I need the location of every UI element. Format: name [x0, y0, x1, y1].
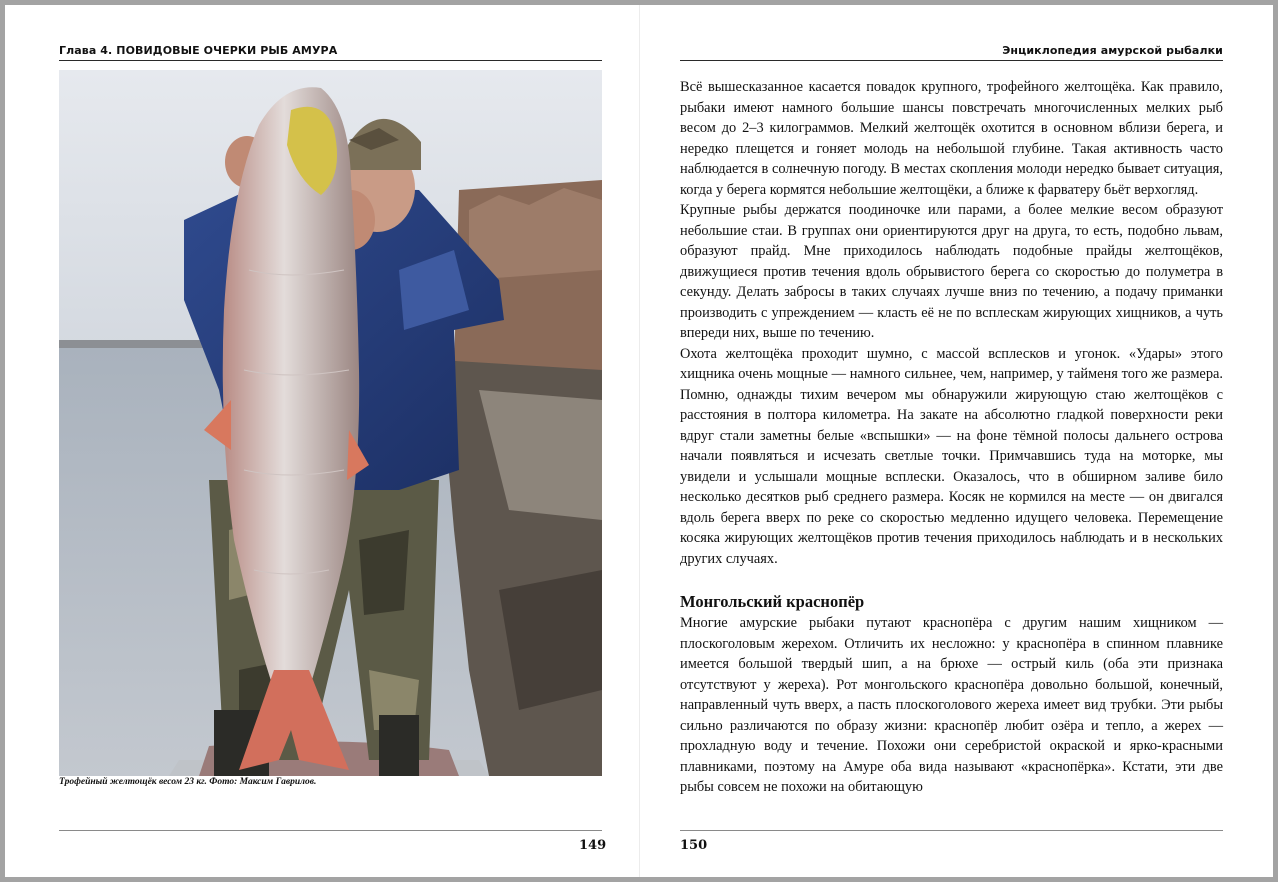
running-head-chapter: Глава 4. ПОВИДОВЫЕ ОЧЕРКИ РЫБ АМУРА — [59, 44, 338, 57]
page-number-left: 149 — [579, 838, 607, 853]
page-number-right: 150 — [680, 838, 708, 853]
paragraph: Всё вышесказанное касается повадок крупного, трофейного желтощёка. Как правило, рыбаки имеют намного большие шансы повстречать многочисленных мелких рыб весом до 2–3 килограммов. Мелкий желтощёк охотится в основном вблизи берега, и нередко плещется и гоняет молодь на небольшой глубине. Такая активность часто наблюдается в солнечную погоду. В местах скопления молоди нередко бывает ситуация, когда у берега кормятся небольшие желтощёки, а ближе к фарватеру бьёт верхогляд. — [680, 79, 1223, 198]
left-page — [5, 5, 639, 877]
photo-illustration — [59, 70, 602, 776]
photo-caption: Трофейный желтощёк весом 23 кг. Фото: Максим Гаврилов. — [59, 777, 317, 787]
paragraph: Многие амурские рыбаки путают краснопёра с другим нашим хищником — плоскоголовым жерехом. Отличить их несложно: у краснопёра в спинном плавнике имеется большой твердый шип, а на брюхе — острый киль (оба эти признака отсутствуют у жереха). Рот монгольского краснопёра довольно большой, конечный, направленный чуть вверх, а пасть плоскоголового жереха имеет вид трубки. Эти рыбы сильно различаются по образу жизни: краснопёр любит озёра и тепло, а жерех — прохладную воду и течение. Похожи они серебристой окраской и ярко-красными плавниками, поэтому на Амуре оба вида называют «краснопёрка». Кстати, эти две рыбы совсем не похожи на обитающую — [680, 615, 1223, 795]
paragraph: Крупные рыбы держатся поодиночке или парами, а более мелкие весом образуют небольшие стаи. В группах они ориентируются друг на друга, то есть, подобно львам, образуют прайд. Мне приходилось наблюдать подобные прайды желтощёков, движущиеся против течения вдоль обрывистого берега со скоростью до полуметра в секунду. Делать забросы в таких случаях лучше вниз по течению, а подачу приманки производить с упреждением — класть её не по всплескам жирующих хищников, а чуть впереди них, выше по течению. — [680, 202, 1223, 341]
right-page — [639, 5, 1273, 877]
section-heading: Монгольский краснопёр — [680, 592, 865, 611]
running-head-book-title: Энциклопедия амурской рыбалки — [1002, 44, 1223, 57]
body-text — [680, 77, 1223, 798]
footer-rule — [59, 830, 602, 831]
header-rule — [680, 60, 1223, 61]
book-spread — [5, 5, 1273, 877]
header-rule — [59, 60, 602, 61]
footer-rule — [680, 830, 1223, 831]
trophy-fish-photo — [59, 70, 602, 776]
paragraph: Охота желтощёка проходит шумно, с массой всплесков и угонок. «Удары» этого хищника очень мощные — намного сильнее, чем, например, у тайменя того же размера. Помню, однажды тихим вечером мы обнаружили жирующую стаю желтощёков с расстояния в полтора километра. На закате на абсолютно гладкой поверхности реки вдруг стали заметны белые «вспышки» — на фоне тёмной полосы дальнего острова начали появляться и исчезать светлые точки. Примчавшись туда на моторке, мы увидели и услышали мощные всплески. Оказалось, что в обширном заливе било несколько десятков рыб среднего размера. Косяк не кормился на месте — он двигался вдоль берега вверх по реке со скоростью медленно идущего человека. Перемещение косяка жирующих желтощёков против течения приходилось наблюдать и в нескольких других случаях. — [680, 345, 1223, 567]
